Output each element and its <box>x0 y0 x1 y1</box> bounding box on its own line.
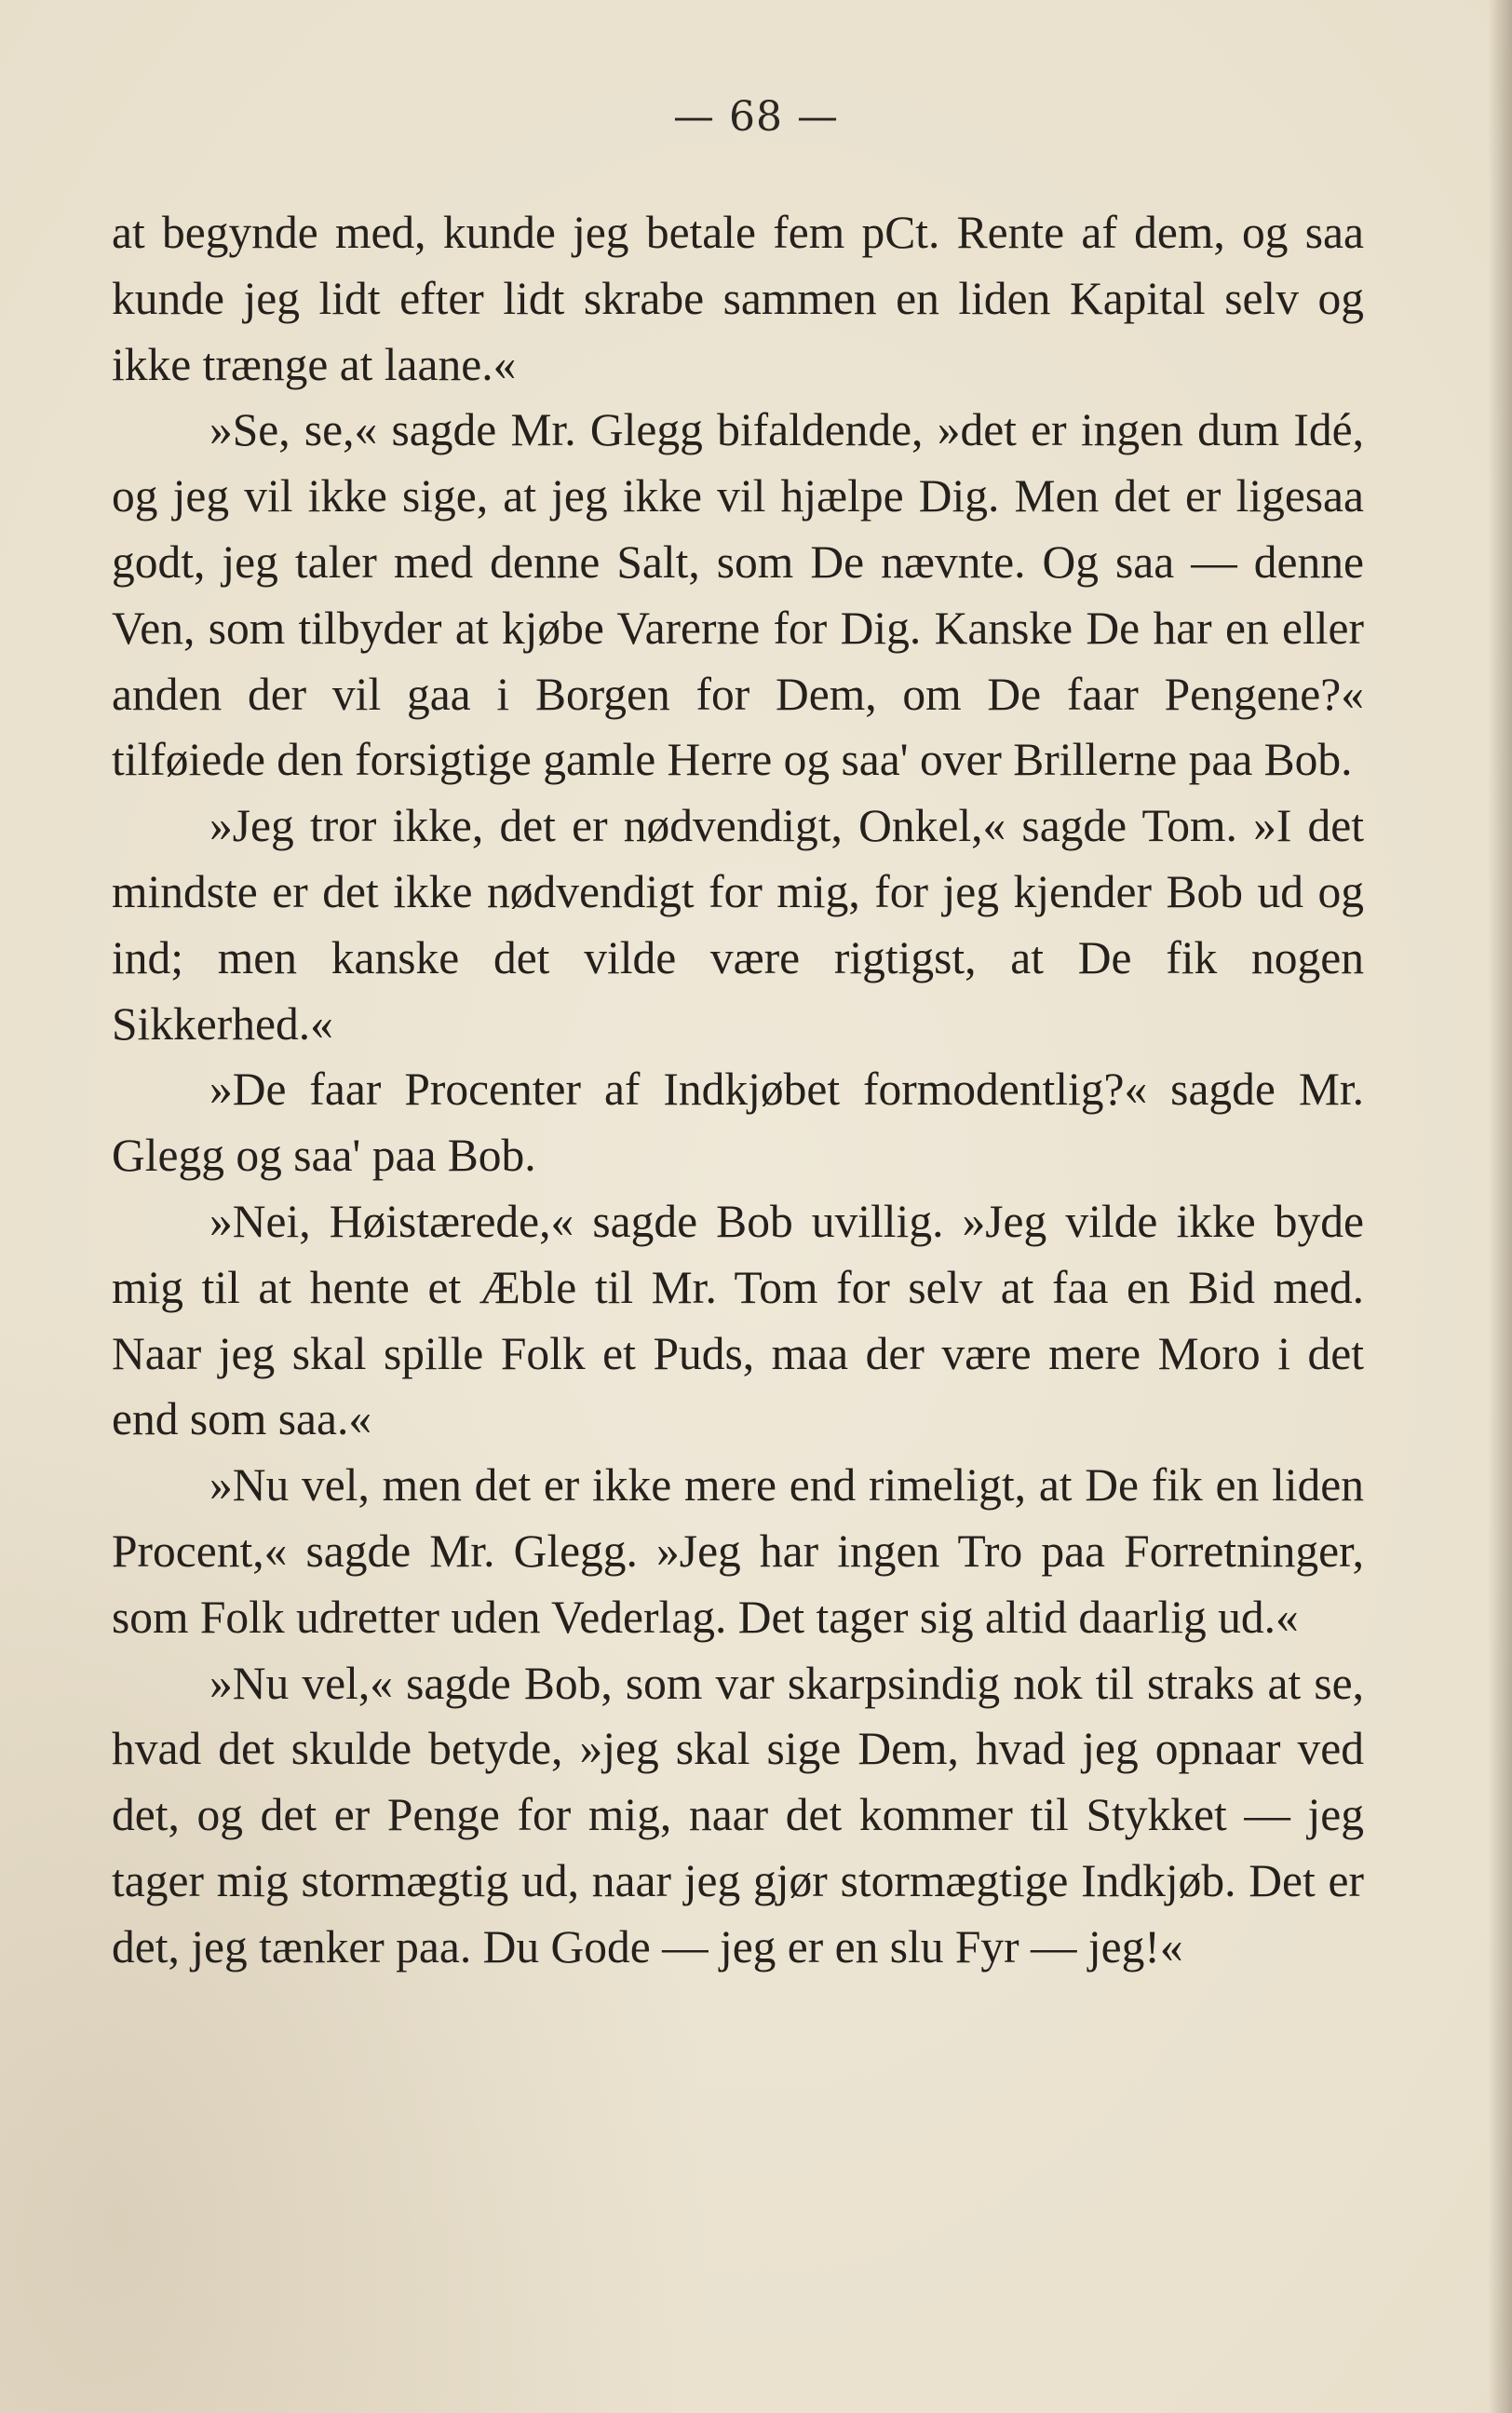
paragraph-7: »Nu vel,« sagde Bob, som var skarpsindig nok til straks at se, hvad det skulde betyde, »jeg skal sige Dem, hvad jeg opnaar ved det, og det er Penge for mig, naar det kommer til Stykket — jeg tager mig stormægtig ud, naar jeg gjør stormægtige Indkjøb. Det er det, jeg tænker paa. Du Gode — jeg er en slu Fyr — jeg!« <box>112 1657 1364 1972</box>
page-edge-shadow <box>1488 0 1512 2413</box>
body-text <box>112 200 1364 1981</box>
paragraph-5: »Nei, Høistærede,« sagde Bob uvillig. »Jeg vilde ikke byde mig til at hente et Æble til Mr. Tom for selv at faa en Bid med. Naar jeg skal spille Folk et Puds, maa der være mere Moro i det end som saa.« <box>112 1195 1364 1445</box>
paragraph-2: »Se, se,« sagde Mr. Glegg bifaldende, »det er ingen dum Idé, og jeg vil ikke sige, at jeg ikke vil hjælpe Dig. Men det er ligesaa godt, jeg taler med denne Salt, som De nævnte. Og saa — denne Ven, som tilbyder at kjøbe Varerne for Dig. Kanske De har en eller anden der vil gaa i Borgen for Dem, om De faar Pengene?« tilføiede den forsigtige gamle Herre og saa' over Brillerne paa Bob. <box>112 404 1364 786</box>
paragraph-4: »De faar Procenter af Indkjøbet formodentlig?« sagde Mr. Glegg og saa' paa Bob. <box>112 1064 1364 1182</box>
paragraph-1: at begynde med, kunde jeg betale fem pCt. Rente af dem, og saa kunde jeg lidt efter lidt skrabe sammen en liden Kapital selv og ikke trænge at laane.« <box>112 207 1364 390</box>
paragraph-3: »Jeg tror ikke, det er nødvendigt, Onkel,« sagde Tom. »I det mindste er det ikke nødvendigt for mig, for jeg kjender Bob ud og ind; men kanske det vilde være rigtigst, at De fik nogen Sikkerhed.« <box>112 800 1364 1050</box>
page-number: — 68 — <box>673 93 839 141</box>
paragraph-6: »Nu vel, men det er ikke mere end rimeligt, at De fik en liden Procent,« sagde Mr. Glegg. »Jeg har ingen Tro paa Forretninger, som Folk udretter uden Vederlag. Det tager sig altid daarlig ud.« <box>112 1459 1364 1643</box>
